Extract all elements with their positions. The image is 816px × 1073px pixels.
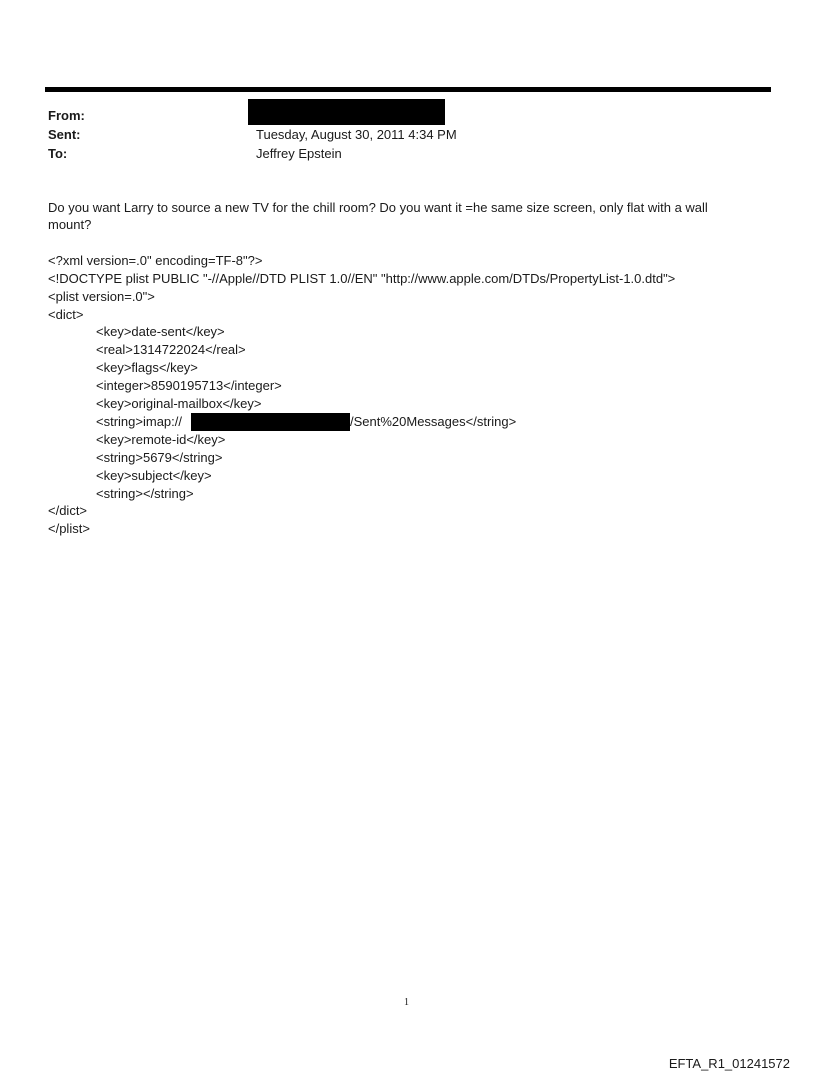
page-number: 1 [404,997,409,1008]
redacted-from-value [248,99,445,125]
sent-label: Sent: [48,127,81,142]
sent-value: Tuesday, August 30, 2011 4:34 PM [256,127,457,142]
doctype-line: <!DOCTYPE plist PUBLIC "-//Apple//DTD PLIST 1.0//EN" "http://www.apple.com/DTDs/PropertyList-1.0.dtd"> [48,271,676,286]
key-remote-id-line: <key>remote-id</key> [96,432,226,447]
to-value: Jeffrey Epstein [256,146,342,161]
plist-open-line: <plist version=.0"> [48,289,155,304]
header-rule [45,87,771,92]
subject-value-line: <string></string> [96,486,194,501]
key-original-mailbox-line: <key>original-mailbox</key> [96,396,262,411]
real-value-line: <real>1314722024</real> [96,342,246,357]
integer-value-line: <integer>8590195713</integer> [96,378,282,393]
key-date-sent-line: <key>date-sent</key> [96,324,225,339]
document-id: EFTA_R1_01241572 [668,1056,790,1071]
dict-open-line: <dict> [48,307,84,322]
redacted-imap-address [191,413,350,431]
xml-declaration-line: <?xml version=.0" encoding=TF-8"?> [48,253,263,268]
string-imap-start: <string>imap:// [96,414,182,429]
key-subject-line: <key>subject</key> [96,468,212,483]
message-body: Do you want Larry to source a new TV for the chill room? Do you want it =he same size screen, only flat with a wall mount? [48,200,708,232]
string-imap-end: /Sent%20Messages</string> [350,414,517,429]
remote-id-value-line: <string>5679</string> [96,450,223,465]
from-label: From: [48,108,85,123]
key-flags-line: <key>flags</key> [96,360,198,375]
plist-close-line: </plist> [48,521,90,536]
dict-close-line: </dict> [48,503,88,518]
to-label: To: [48,146,68,161]
